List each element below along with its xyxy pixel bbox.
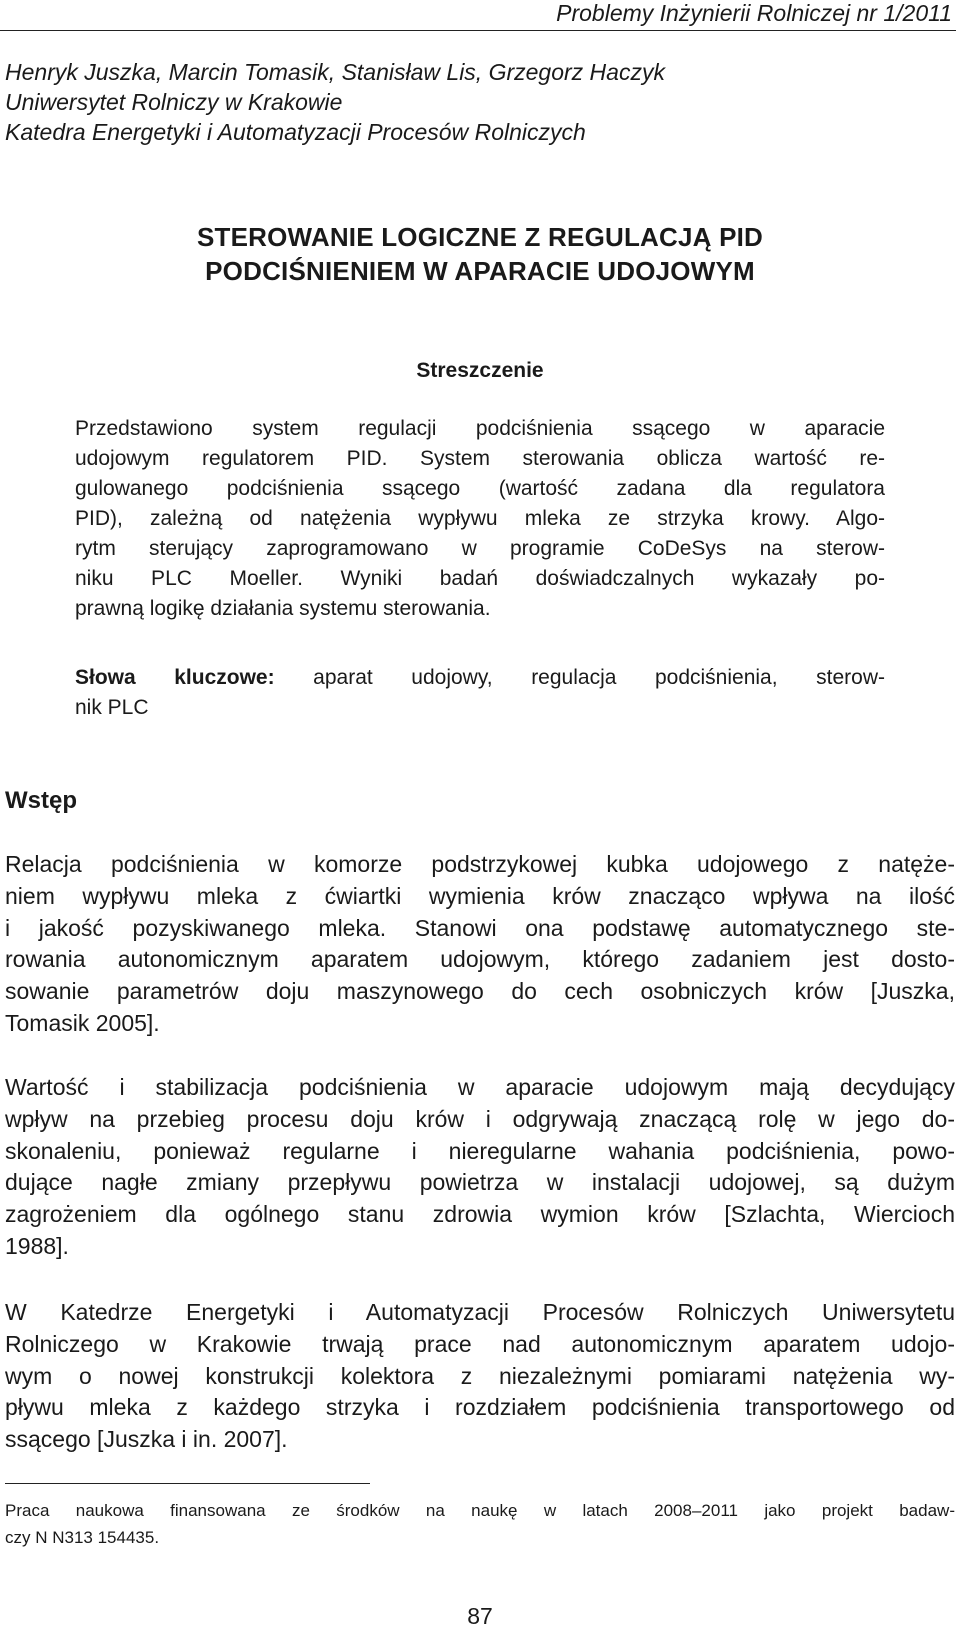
author-names: Henryk Juszka, Marcin Tomasik, Stanisław Lis, Grzegorz Haczyk bbox=[5, 59, 665, 85]
paragraph-line: Relacja podciśnienia w komorze podstrzykowej kubka udojowego z natęże- bbox=[5, 851, 955, 877]
page-number: 87 bbox=[467, 1603, 493, 1629]
body-paragraph bbox=[5, 849, 955, 1040]
abstract-line: prawną logikę działania systemu sterowania. bbox=[75, 597, 491, 620]
paragraph-line: 1988]. bbox=[5, 1232, 69, 1259]
keywords-line: nik PLC bbox=[75, 696, 149, 719]
paragraph-line: wym o nowej konstrukcji kolektora z niezależnymi pomiarami natężenia wy- bbox=[5, 1362, 955, 1389]
paragraph-line: dujące nagłe zmiany przepływu powietrza w instalacji udojowej, są dużym bbox=[5, 1169, 955, 1196]
footnote-line: czy N N313 154435. bbox=[5, 1528, 160, 1547]
paragraph-line: Wartość i stabilizacja podciśnienia w aparacie udojowym mają decydujący bbox=[5, 1074, 955, 1100]
paragraph-line: ssącego [Juszka i in. 2007]. bbox=[5, 1426, 288, 1453]
body-paragraph bbox=[5, 1072, 955, 1263]
paper-title bbox=[0, 220, 960, 288]
abstract-heading: Streszczenie bbox=[416, 359, 544, 382]
paragraph-line: skonaleniu, ponieważ regularne i nieregularne wahania podciśnienia, powo- bbox=[5, 1137, 955, 1164]
paper-title-line: PODCIŚNIENIEM W APARACIE UDOJOWYM bbox=[205, 256, 755, 286]
body-paragraph bbox=[5, 1297, 955, 1456]
abstract-line: Przedstawiono system regulacji podciśnienia ssącego w aparacie bbox=[75, 417, 885, 440]
author-block bbox=[5, 57, 665, 147]
footnote-divider bbox=[5, 1483, 370, 1484]
paragraph-line: i jakość pozyskiwanego mleka. Stanowi ona podstawę automatycznego ste- bbox=[5, 914, 955, 941]
paragraph-line: W Katedrze Energetyki i Automatyzacji Procesów Rolniczych Uniwersytetu bbox=[5, 1299, 955, 1325]
abstract-line: gulowanego podciśnienia ssącego (wartość zadana dla regulatora bbox=[75, 477, 885, 500]
paper-title-line: STEROWANIE LOGICZNE Z REGULACJĄ PID bbox=[196, 222, 764, 252]
abstract-line: niku PLC Moeller. Wyniki badań doświadczalnych wykazały po- bbox=[75, 567, 885, 590]
abstract-line: rytm sterujący zaprogramowano w programie CoDeSys na sterow- bbox=[75, 537, 885, 560]
journal-title: Problemy Inżynierii Rolniczej nr 1/2011 bbox=[556, 0, 952, 26]
keywords-label: Słowa kluczowe: bbox=[75, 666, 275, 689]
paragraph-line: wpływ na przebieg procesu doju krów i odgrywają znaczącą rolę w jego do- bbox=[5, 1105, 955, 1132]
journal-header bbox=[0, 0, 956, 31]
abstract-line: PID), zależną od natężenia wypływu mleka ze strzyka krowy. Algo- bbox=[75, 507, 885, 530]
paragraph-line: Rolniczego w Krakowie trwają prace nad autonomicznym aparatem udojo- bbox=[5, 1330, 955, 1357]
keywords bbox=[75, 663, 885, 723]
paragraph-line: rowania autonomicznym aparatem udojowym, którego zadaniem jest dosto- bbox=[5, 946, 955, 973]
abstract-line: udojowym regulatorem PID. System sterowania oblicza wartość re- bbox=[75, 447, 885, 470]
abstract-text bbox=[75, 414, 885, 624]
footnote-line: Praca naukowa finansowana ze środków na naukę w latach 2008–2011 jako projekt badaw- bbox=[5, 1501, 955, 1520]
keywords-values: aparat udojowy, regulacja podciśnienia, sterow- bbox=[274, 666, 885, 689]
paragraph-line: pływu mleka z każdego strzyka i rozdziałem podciśnienia transportowego od bbox=[5, 1394, 955, 1421]
section-heading: Wstęp bbox=[5, 787, 77, 814]
footnote bbox=[5, 1497, 955, 1551]
paragraph-line: niem wypływu mleka z ćwiartki wymienia krów znacząco wpływa na ilość bbox=[5, 882, 955, 909]
paragraph-line: zagrożeniem dla ogólnego stanu zdrowia wymion krów [Szlachta, Wiercioch bbox=[5, 1201, 955, 1228]
paragraph-line: Tomasik 2005]. bbox=[5, 1009, 160, 1036]
author-university: Uniwersytet Rolniczy w Krakowie bbox=[5, 89, 343, 115]
keywords-line bbox=[75, 663, 885, 693]
paragraph-line: sowanie parametrów doju maszynowego do cech osobniczych krów [Juszka, bbox=[5, 978, 955, 1005]
author-department: Katedra Energetyki i Automatyzacji Procesów Rolniczych bbox=[5, 119, 586, 145]
